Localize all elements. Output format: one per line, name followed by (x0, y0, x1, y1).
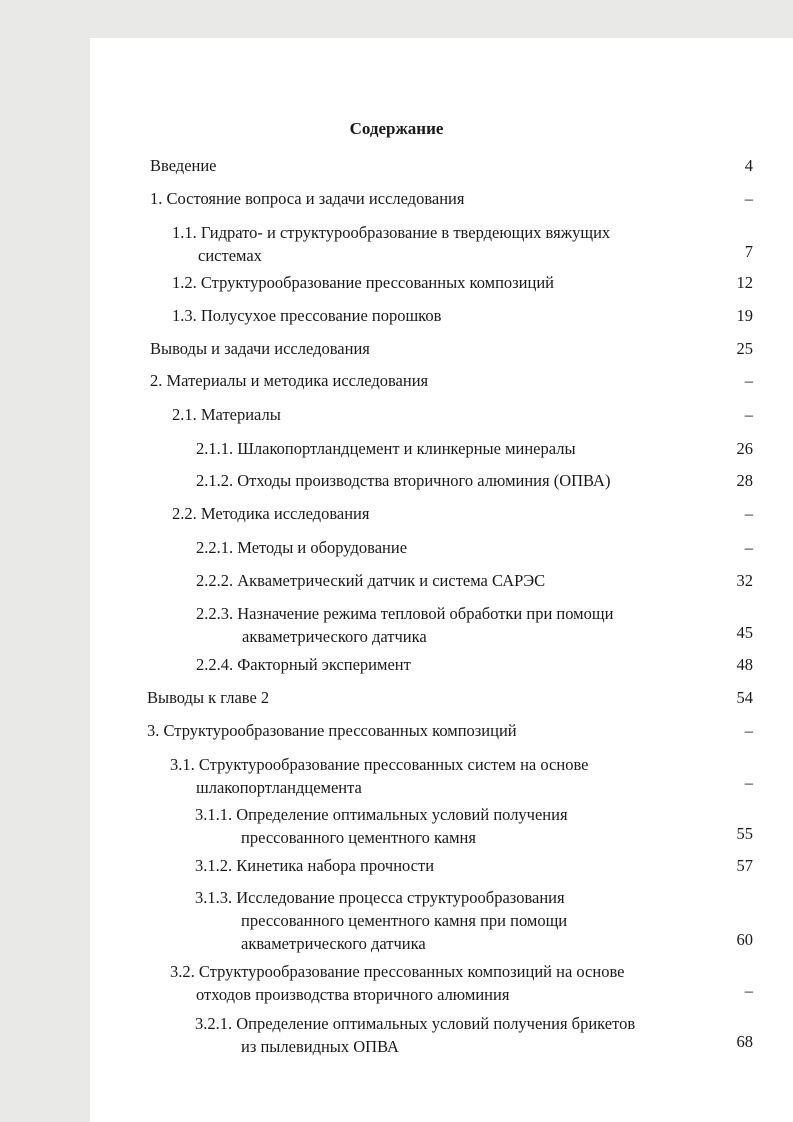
toc-entry (195, 886, 567, 955)
toc-page-number: – (744, 721, 753, 740)
toc-entry (172, 221, 610, 267)
toc-page-number: 25 (736, 339, 753, 358)
toc-page-number: – (744, 504, 753, 523)
toc-entry-text-line1: 3.2.1. Определение оптимальных условий получения брикетов (195, 1014, 636, 1033)
toc-page-number: 4 (744, 156, 753, 175)
toc-entry (172, 502, 369, 525)
toc-page-number: – (744, 981, 753, 1000)
toc-page-number: – (744, 371, 753, 390)
toc-entry (172, 403, 281, 426)
toc-page-number: – (744, 405, 753, 424)
toc-entry (147, 719, 517, 742)
toc-entry (150, 154, 217, 177)
toc-page-number: 57 (736, 856, 753, 875)
toc-page-number: 54 (736, 688, 753, 707)
toc-entry-text-line3: акваметрического датчика (241, 934, 426, 953)
toc-entry-text-line1: 1.1. Гидрато- и структурообразование в твердеющих вяжущих (172, 223, 611, 242)
toc-entry-text: 2.2.2. Акваметрический датчик и система САРЭС (196, 571, 546, 590)
toc-entry-text-line2: акваметрического датчика (242, 627, 427, 646)
toc-page-number: – (744, 189, 753, 208)
toc-page-number: 26 (736, 439, 753, 458)
toc-page-number: 68 (736, 1032, 753, 1051)
toc-entry (150, 187, 464, 210)
toc-page-number: 45 (736, 623, 753, 642)
toc-entry (196, 536, 407, 559)
page-title: Содержание (349, 119, 444, 138)
toc-entry (195, 1012, 635, 1058)
toc-entry-text: 1.2. Структурообразование прессованных композиций (172, 273, 554, 292)
toc-entry (172, 271, 554, 294)
toc-entry-text: 2.2.4. Факторный эксперимент (196, 655, 411, 674)
toc-page-number: 55 (736, 824, 753, 843)
toc-entry-text: Выводы к главе 2 (147, 688, 270, 707)
toc-entry-text: 3.1.2. Кинетика набора прочности (195, 856, 435, 875)
toc-entry (170, 960, 624, 1006)
toc-entry-text: 1.3. Полусухое прессование порошков (172, 306, 442, 325)
toc-entry-text: 2.1.2. Отходы производства вторичного алюминия (ОПВА) (196, 471, 611, 490)
toc-entry (196, 602, 613, 648)
toc-page-number: 48 (736, 655, 753, 674)
toc-entry-text: Выводы и задачи исследования (150, 339, 370, 358)
toc-entry-text: 3. Структурообразование прессованных композиций (147, 721, 517, 740)
toc-entry-text-line1: 3.1.3. Исследование процесса структурообразования (195, 888, 565, 907)
toc-entry-text: 2.1. Материалы (172, 405, 281, 424)
toc-entry-text-line2: прессованного цементного камня (241, 828, 476, 847)
toc-page-number: 12 (736, 273, 753, 292)
toc-entry (170, 753, 588, 799)
toc-entry (150, 369, 428, 392)
toc-entry-text-line1: 3.2. Структурообразование прессованных композиций на основе (170, 962, 625, 981)
toc-page-number: 32 (736, 571, 753, 590)
toc-entry (195, 803, 568, 849)
toc-entry-text: 2.2.1. Методы и оборудование (196, 538, 408, 557)
toc-page-number: 7 (744, 242, 753, 261)
toc-entry-text-line2: системах (198, 246, 262, 265)
toc-page-number: 19 (736, 306, 753, 325)
toc-entry-text-line1: 2.2.3. Назначение режима тепловой обработки при помощи (196, 604, 614, 623)
toc-entry-text-line1: 3.1. Структурообразование прессованных систем на основе (170, 755, 589, 774)
toc-page-number: 28 (736, 471, 753, 490)
toc-entry (196, 469, 610, 492)
toc-entry-text: 1. Состояние вопроса и задачи исследования (150, 189, 465, 208)
toc-entry-text-line2: отходов производства вторичного алюминия (196, 985, 510, 1004)
toc-entry-text-line2: шлакопортландцемента (196, 778, 362, 797)
toc-entry (150, 337, 370, 360)
toc-entry (196, 653, 411, 676)
toc-entry-text: Введение (150, 156, 217, 175)
toc-entry-text-line2: прессованного цементного камня при помощи (241, 911, 568, 930)
toc-entry (196, 569, 545, 592)
toc-entry (147, 686, 269, 709)
toc-entry-text: 2. Материалы и методика исследования (150, 371, 429, 390)
toc-page-number: – (744, 773, 753, 792)
toc-entry-text-line1: 3.1.1. Определение оптимальных условий получения (195, 805, 568, 824)
toc-entry (196, 437, 576, 460)
toc-entry-text: 2.1.1. Шлакопортландцемент и клинкерные минералы (196, 439, 576, 458)
toc-entry (195, 854, 434, 877)
toc-entry (172, 304, 441, 327)
toc-entry-text-line2: из пылевидных ОПВА (241, 1037, 399, 1056)
toc-page-number: 60 (736, 930, 753, 949)
toc-entry-text: 2.2. Методика исследования (172, 504, 370, 523)
toc-page-number: – (744, 538, 753, 557)
